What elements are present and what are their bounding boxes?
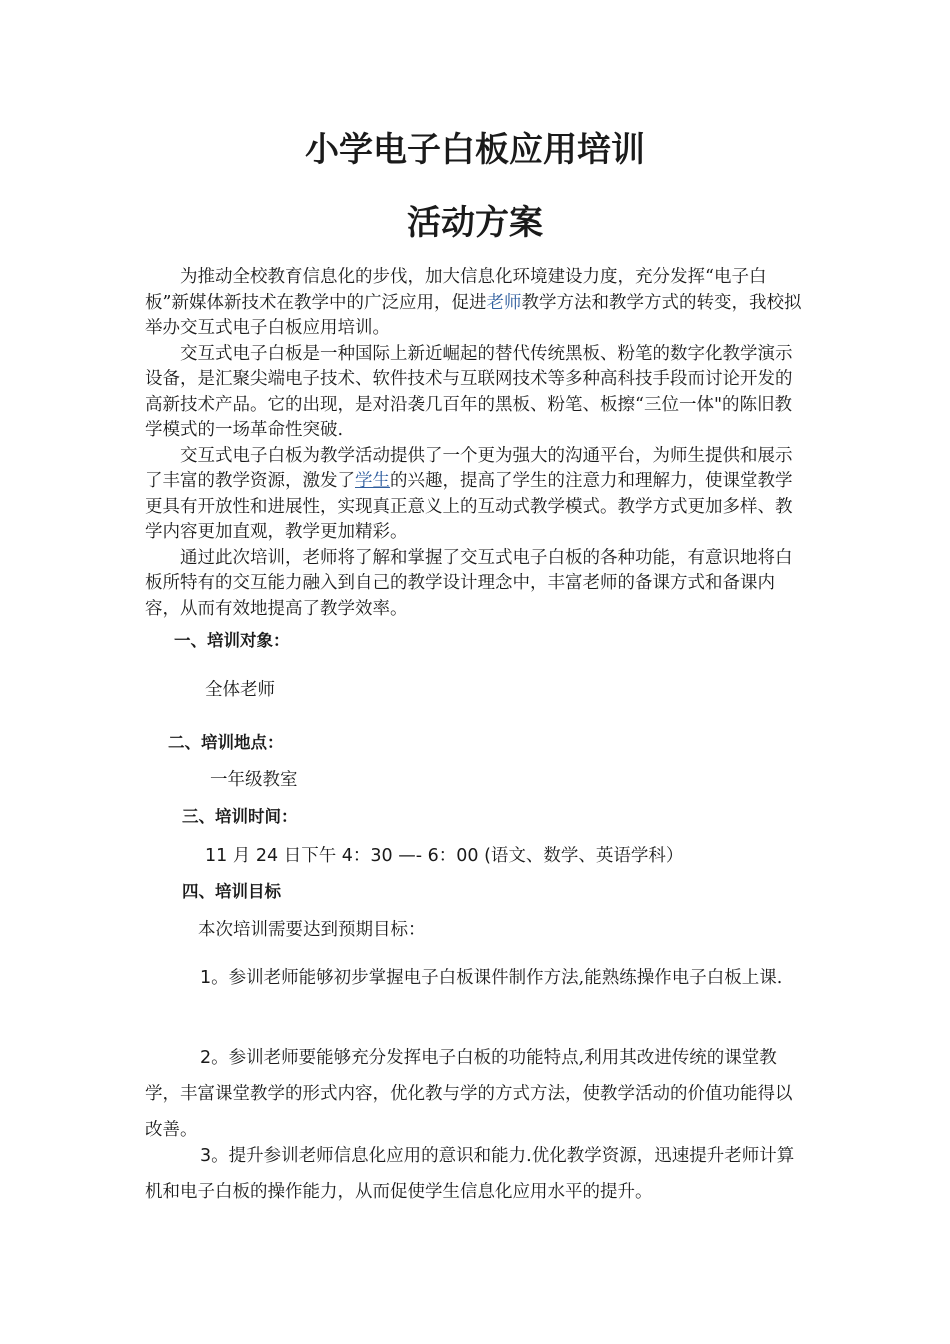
intro-p3-text-a: 交互式电子白板为教学活动提供了一个更为强大的沟通平台，为师生提供和展示了丰富的教学资源，激发了 [145,445,793,491]
training-subjects: 语文、数学、英语学科） [490,846,684,866]
goal-item-3 [145,1138,807,1210]
section-2-heading: 二、培训地点： [168,733,284,752]
section-3-heading: 三、培训时间： [182,807,298,826]
section-1-content: 全体老师 [205,680,275,700]
teacher-link[interactable]: 老师 [486,292,522,313]
section-4-heading: 四、培训目标 [182,882,281,901]
goal-text: 。参训老师能够初步掌握电子白板课件制作方法,能熟练操作电子白板上课. [211,968,783,988]
intro-paragraph-2: 交互式电子白板是一种国际上新近崛起的替代传统黑板、粉笔的数字化教学演示设备，是汇聚尖端电子技术、软件技术与互联网技术等多种高科技手段而讨论开发的高新技术产品。它的出现，是对沿袭几百年的黑板、粉笔、板擦“三位一体"的陈旧教学模式的一场革命性突破. [145,343,793,440]
intro-paragraph-3 [145,444,807,546]
intro-paragraph-4: 通过此次培训，老师将了解和掌握了交互式电子白板的各种功能，有意识地将白板所特有的交互能力融入到自己的教学设计理念中，丰富老师的备课方式和备课内容，从而有效地提高了教学效率。 [145,547,793,619]
document-title: 小学电子白板应用培训 [305,130,645,170]
goal-number: 1 [200,968,212,988]
section-2-content: 一年级教室 [210,770,298,790]
goal-text: 。参训老师要能够充分发挥电子白板的功能特点,利用其改进传统的课堂教学，丰富课堂教学的形式内容，优化教与学的方式方法，使教学活动的价值功能得以改善。 [145,1048,793,1140]
intro-p3-text-b: 的兴趣，提高了学生的注意力和理解力，使课堂教学更具有开放性和进展性，实现真正意义上的互动式教学模式。教学方式更加多样、教学内容更加直观，教学更加精彩。 [145,471,793,542]
goal-text: 。提升参训老师信息化应用的意识和能力.优化教学资源，迅速提升老师计算机和电子白板的操作能力，从而促使学生信息化应用水平的提升。 [145,1146,795,1202]
goal-item-1 [145,960,807,996]
document-subtitle: 活动方案 [407,203,543,243]
section-4-intro: 本次培训需要达到预期目标： [198,920,426,940]
goal-number: 3 [200,1146,212,1166]
intro-p1-text-a: 为推动全校教育信息化的步伐，加大信息化环境建设力度，充分发挥“电子白板”新媒体新技术在教学中的广泛应用，促进 [145,267,767,313]
student-link[interactable]: 学生 [355,471,390,491]
intro-p1-text-b: 教学方法和教学方式的转变，我校拟举办交互式电子白板应用培训。 [145,292,802,338]
intro-section [145,265,807,622]
section-1-heading: 一、培训对象： [174,631,290,650]
intro-paragraph-1 [145,265,807,342]
training-time: 11 月 24 日下午 4：30 —- 6：00 ( [205,846,491,866]
goal-item-2 [145,1040,807,1148]
section-3-content [205,844,683,868]
goal-number: 2 [200,1048,212,1068]
